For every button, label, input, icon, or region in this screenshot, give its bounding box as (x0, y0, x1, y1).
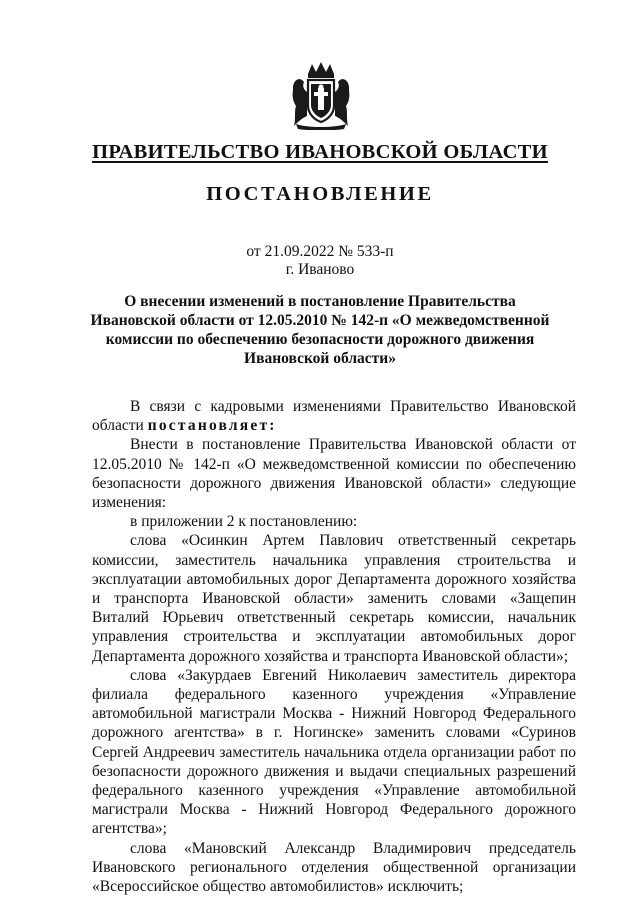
resolves-keyword: постановляет: (147, 417, 277, 435)
document-type-heading: ПОСТАНОВЛЕНИЕ (206, 183, 434, 205)
subject-line: Ивановской области» (244, 350, 396, 367)
paragraph-change-2: слова «Закурдаев Евгений Николаевич заместитель директора филиала федерального казенного учреждения «Управление автомобильной магистрали Москва - Нижний Новгород Федерального дорожного агентства» в г. Ногинске» заменить словами «Суринов Сергей Андреевич заместитель начальника отдела организации работ по безопасности дорожного движения и выдачи специальных разрешений федерального казенного учреждения «Управление автомобильной магистрали Москва - Нижний Новгород Федерального дорожного агентства»; (92, 666, 576, 838)
paragraph-change-1: слова «Осинкин Артем Павлович ответственный секретарь комиссии, заместитель начальника управления строительства и эксплуатации автомобильных дорог Департамента дорожного хозяйства и транспорта Ивановской области» заменить словами «Защепин Виталий Юрьевич ответственный секретарь комиссии, начальник управления строительства и эксплуатации автомобильных дорог Департамента дорожного хозяйства и транспорта Ивановской области»; (92, 532, 576, 665)
paragraph-change-3: слова «Мановский Александр Владимирович председатель Ивановского регионального отделения общественной организации «Всероссийское общество автомобилистов» исключить; (92, 839, 576, 896)
subject-line: О внесении изменений в постановление Правительства (124, 293, 516, 310)
coat-of-arms-icon (290, 60, 352, 130)
paragraph-appendix: в приложении 2 к постановлению: (130, 513, 358, 531)
document-body (92, 397, 576, 896)
paragraph-preamble (92, 397, 576, 435)
subject-line: Ивановской области от 12.05.2010 № 142-п «О межведомственной (90, 312, 550, 329)
paragraph-amend: Внести в постановление Правительства Ивановской области от 12.05.2010 № 142-п «О межведомственной комиссии по обеспечению безопасности дорожного движения Ивановской области» следующие изменения: (92, 436, 576, 512)
preamble-text: В связи с кадровыми изменениями Правительство Ивановской области (92, 398, 576, 435)
government-title: ПРАВИТЕЛЬСТВО ИВАНОВСКОЙ ОБЛАСТИ (92, 141, 548, 163)
subject-line: комиссии по обеспечению безопасности дорожного движения (105, 331, 535, 348)
document-subject (88, 292, 552, 368)
document-city: г. Иваново (285, 261, 355, 278)
document-date-number: от 21.09.2022 № 533-п (246, 243, 394, 260)
